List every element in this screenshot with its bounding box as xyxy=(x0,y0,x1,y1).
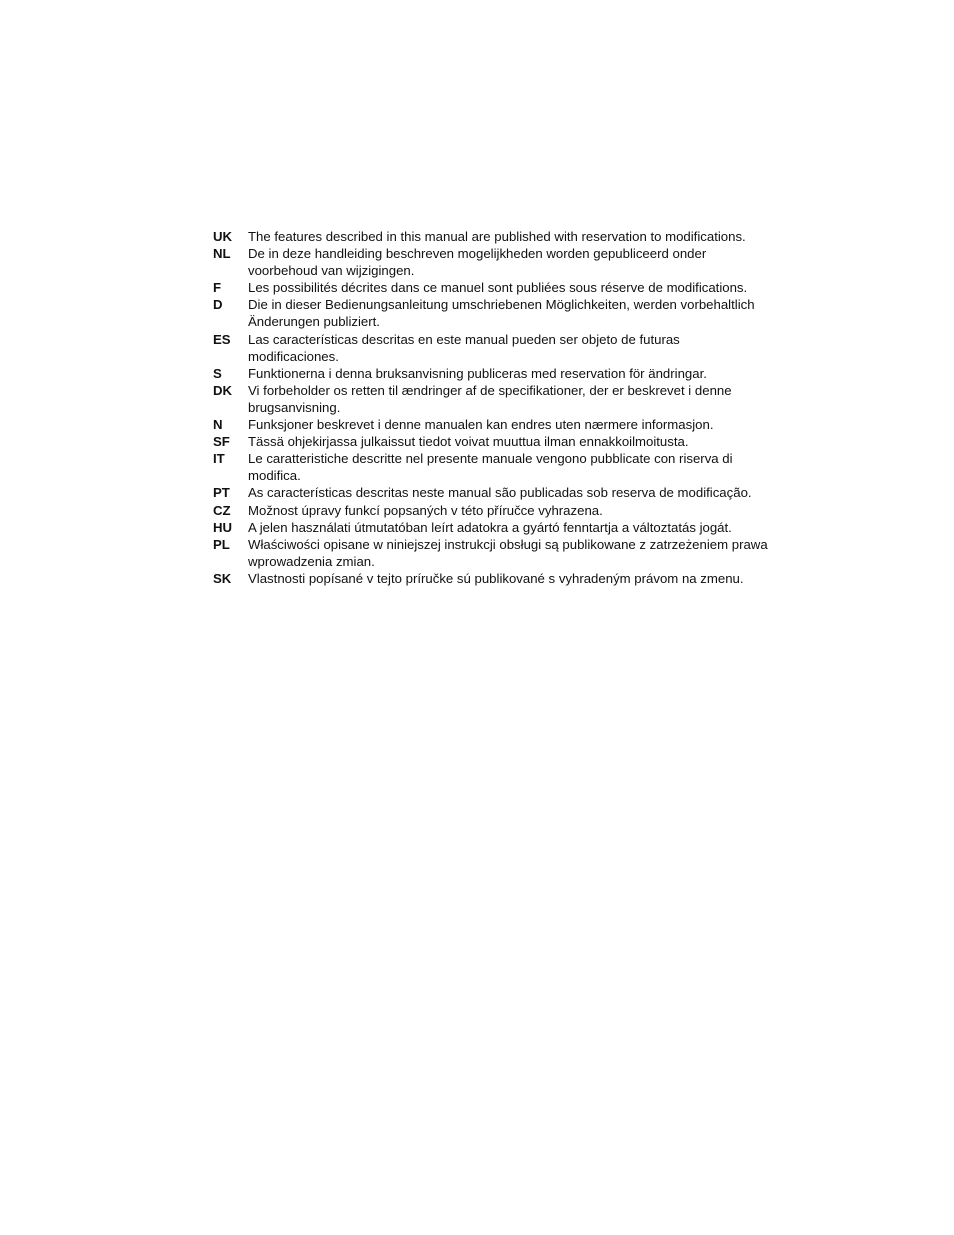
language-code: D xyxy=(213,297,223,313)
notice-entry xyxy=(213,484,773,501)
notice-text: Die in dieser Bedienungsanleitung umschriebenen Möglichkeiten, werden vorbehaltlich Änderungen publiziert. xyxy=(248,297,755,330)
notice-entry xyxy=(213,536,773,570)
language-code: S xyxy=(213,365,222,381)
language-code: N xyxy=(213,417,223,433)
notice-entry xyxy=(213,433,773,450)
notice-entry xyxy=(213,228,773,245)
notice-text: De in deze handleiding beschreven mogelijkheden worden gepubliceerd onder voorbehoud van wijzigingen. xyxy=(248,246,707,279)
language-code: F xyxy=(213,280,222,296)
notice-entry xyxy=(213,245,773,279)
notice-entry xyxy=(213,296,773,330)
modification-notice-list xyxy=(213,228,773,587)
notice-entry xyxy=(213,382,773,416)
notice-text: Les possibilités décrites dans ce manuel sont publiées sous réserve de modifications. xyxy=(248,280,748,296)
notice-entry xyxy=(213,416,773,433)
notice-text: Le caratteristiche descritte nel presente manuale vengono pubblicate con riserva di modifica. xyxy=(248,451,733,484)
notice-entry xyxy=(213,519,773,536)
language-code: UK xyxy=(213,229,233,244)
notice-text: Tässä ohjekirjassa julkaissut tiedot voivat muuttua ilman ennakkoilmoitusta. xyxy=(248,434,689,450)
notice-entry xyxy=(213,331,773,365)
notice-entry xyxy=(213,450,773,484)
language-code: IT xyxy=(213,451,225,467)
notice-text: The features described in this manual are published with reservation to modifications. xyxy=(248,229,746,244)
notice-entry xyxy=(213,365,773,382)
notice-text: Właściwości opisane w niniejszej instrukcji obsługi są publikowane z zatrzeżeniem prawa wprowadzenia zmian. xyxy=(248,536,768,569)
language-code: HU xyxy=(213,519,233,535)
notice-text: Možnost úpravy funkcí popsaných v této příručce vyhrazena. xyxy=(248,502,603,518)
language-code: PL xyxy=(213,536,230,552)
notice-text: A jelen használati útmutatóban leírt adatokra a gyártó fenntartja a változtatás jogát. xyxy=(248,519,732,535)
language-code: SK xyxy=(213,570,232,586)
language-code: PT xyxy=(213,485,230,501)
notice-text: Funksjoner beskrevet i denne manualen kan endres uten nærmere informasjon. xyxy=(248,417,714,433)
language-code: CZ xyxy=(213,502,231,518)
notice-entry xyxy=(213,570,773,587)
notice-entry xyxy=(213,279,773,296)
notice-text: As características descritas neste manual são publicadas sob reserva de modificação. xyxy=(248,485,752,501)
notice-text: Funktionerna i denna bruksanvisning publiceras med reservation för ändringar. xyxy=(248,365,707,381)
language-code: DK xyxy=(213,382,233,398)
language-code: ES xyxy=(213,331,231,347)
notice-text: Las características descritas en este manual pueden ser objeto de futuras modificaciones. xyxy=(248,331,680,364)
notice-entry xyxy=(213,502,773,519)
language-code: NL xyxy=(213,246,231,262)
language-code: SF xyxy=(213,434,230,450)
notice-text: Vi forbeholder os retten til ændringer af de specifikationer, der er beskrevet i denne brugsanvisning. xyxy=(248,382,732,415)
notice-text: Vlastnosti popísané v tejto príručke sú publikované s vyhradeným právom na zmenu. xyxy=(248,570,744,586)
